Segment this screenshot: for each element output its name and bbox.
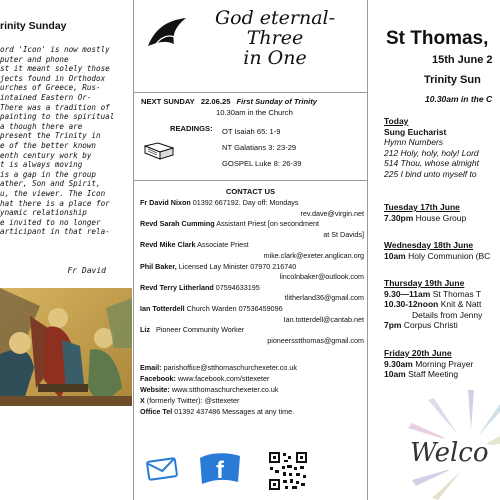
contact-entry bbox=[140, 283, 364, 294]
contact-name: Fr David Nixon bbox=[140, 198, 191, 207]
contact-name: Revd Terry Litherland bbox=[140, 282, 214, 292]
text-line: ather, Son and Spirit, bbox=[0, 179, 101, 189]
reflection-text bbox=[0, 45, 133, 237]
trinity-icon-image bbox=[0, 288, 132, 406]
contact-entry bbox=[140, 262, 364, 273]
text-line: t is always moving bbox=[0, 160, 83, 170]
column-heading: rinity Sunday bbox=[0, 20, 67, 32]
contact-extra[interactable]: pioneersstthomas@gmail.com bbox=[267, 335, 364, 345]
contact-extra[interactable]: mike.clark@exeter.anglican.org bbox=[263, 250, 364, 260]
office-tel bbox=[140, 406, 366, 417]
signature: Fr David bbox=[67, 266, 106, 275]
event-line bbox=[384, 320, 482, 331]
hymn-item: 514 Thou, whose almight bbox=[384, 158, 479, 168]
text-line: present the Trinity in bbox=[0, 131, 101, 141]
reading-item: OT Isaiah 65: 1-9 bbox=[222, 127, 281, 136]
contact-name: Ian Totterdell bbox=[140, 303, 185, 313]
event-text: Morning Prayer bbox=[415, 358, 474, 369]
day-heading: Wednesday 18th June bbox=[384, 240, 474, 250]
hymn-item: 212 Holy, holy, holy! Lord bbox=[384, 147, 479, 158]
contact-detail: Assistant Priest [on secondment bbox=[216, 219, 319, 229]
text-line: There was a tradition of bbox=[0, 102, 110, 112]
schedule-day bbox=[384, 202, 466, 223]
event-line bbox=[384, 310, 482, 321]
welcome-graphic bbox=[408, 390, 500, 500]
text-line: ynamic relationship bbox=[0, 208, 87, 218]
day-heading: Thursday 19th June bbox=[384, 278, 465, 288]
service-date: 15th June 2 bbox=[432, 54, 493, 66]
reading-item: NT Galatians 3: 23-29 bbox=[222, 143, 297, 152]
text-line: articipant in that rela- bbox=[0, 227, 110, 237]
next-sunday-subtitle: 10.30am in the Church bbox=[216, 108, 293, 117]
banner-line: God eternal- bbox=[214, 7, 336, 29]
day-heading: Tuesday 17th June bbox=[384, 202, 460, 212]
link-value[interactable]: parishoffice@stthomaschurchexeter.co.uk bbox=[163, 363, 297, 372]
contact-name: Revd Mike Clark bbox=[140, 240, 196, 250]
contact-extra[interactable]: rev.dave@virgin.net bbox=[300, 208, 364, 218]
contact-entry bbox=[140, 325, 364, 336]
middle-column bbox=[134, 0, 367, 500]
event-time: 7pm bbox=[384, 320, 402, 330]
banner-line: in One bbox=[243, 47, 307, 69]
contacts-list bbox=[140, 198, 364, 346]
contact-name: Liz bbox=[140, 325, 150, 335]
contact-name: Revd Sarah Cumming bbox=[140, 219, 215, 229]
event-line bbox=[384, 359, 473, 370]
contact-entry bbox=[140, 240, 364, 251]
email-link[interactable] bbox=[140, 362, 366, 373]
event-time: 10am bbox=[384, 250, 406, 261]
contact-detail: 07594633195 bbox=[215, 282, 260, 292]
event-line bbox=[384, 213, 466, 224]
qr-code-icon[interactable] bbox=[268, 451, 308, 496]
website-link[interactable] bbox=[140, 384, 366, 395]
schedule-day bbox=[384, 348, 473, 380]
event-line bbox=[384, 251, 490, 262]
next-sunday-title: First Sunday of Trinity bbox=[236, 97, 317, 106]
contact-extra[interactable]: Ian.totterdell@cantab.net bbox=[283, 314, 364, 324]
link-label: Website: bbox=[140, 385, 170, 394]
event-text: Corpus Christi bbox=[403, 320, 458, 330]
link-value[interactable]: www.stthomaschurchexeter.co.uk bbox=[171, 385, 279, 394]
day-heading: Friday 20th June bbox=[384, 348, 452, 358]
section-divider bbox=[134, 180, 367, 181]
text-line: hat there is a place for bbox=[0, 198, 110, 208]
contact-entry bbox=[140, 198, 364, 209]
links-list bbox=[140, 362, 366, 417]
event-text: Details from Jenny bbox=[412, 309, 483, 320]
contact-detail: Church Warden 07536459096 bbox=[186, 303, 283, 313]
contact-detail: Licensed Lay Minister 07970 216740 bbox=[178, 261, 297, 271]
event-time: 9.30am bbox=[384, 358, 413, 369]
readings-label: READINGS: bbox=[170, 124, 213, 133]
event-time: 7.30pm bbox=[384, 212, 414, 223]
event-time: 10.30-12noon bbox=[384, 299, 439, 309]
event-text: House Group bbox=[415, 212, 467, 223]
x-link[interactable] bbox=[140, 395, 366, 406]
dove-icon bbox=[146, 16, 188, 57]
next-sunday-label: NEXT SUNDAY bbox=[141, 97, 195, 106]
link-label: Facebook: bbox=[140, 374, 176, 383]
text-line: urches of Greece, Rus- bbox=[0, 83, 101, 93]
event-text: Holy Communion (BC bbox=[408, 250, 491, 261]
event-text: St Thomas T bbox=[432, 288, 482, 299]
text-line: ord 'Icon' is now mostly bbox=[0, 45, 110, 54]
today-service: Sung Eucharist bbox=[384, 126, 447, 137]
next-sunday-date: 22.06.25 bbox=[200, 97, 231, 106]
left-column bbox=[0, 0, 133, 500]
service-subtitle: Trinity Sun bbox=[424, 74, 481, 86]
contact-extra[interactable]: lincolnbaker@outlook.com bbox=[279, 272, 364, 282]
contact-extra: at St Davids] bbox=[323, 229, 364, 239]
contact-detail: 01392 667192. Day off: Mondays bbox=[192, 198, 299, 207]
contact-detail: Pioneer Community Worker bbox=[155, 325, 245, 335]
welcome-text: Welco bbox=[410, 438, 489, 468]
readings-list bbox=[222, 124, 302, 172]
facebook-link[interactable] bbox=[140, 373, 366, 384]
text-line: e of the better known bbox=[0, 140, 97, 150]
event-text: Staff Meeting bbox=[408, 369, 459, 379]
contact-entry bbox=[140, 304, 364, 315]
contact-name: Phil Baker, bbox=[140, 261, 177, 271]
facebook-icon[interactable] bbox=[196, 450, 244, 491]
event-time: 9.30—11am bbox=[384, 288, 431, 299]
reading-item: GOSPEL Luke 8: 26-39 bbox=[222, 159, 302, 168]
text-line: enth century work by bbox=[0, 150, 92, 160]
svg-text:f: f bbox=[216, 457, 224, 484]
text-line: e invited to no longer bbox=[0, 217, 101, 227]
link-label: Office Tel bbox=[140, 407, 173, 416]
text-line: intained Eastern Or- bbox=[0, 92, 92, 102]
event-text: Knit & Natt bbox=[440, 299, 482, 309]
link-value: 01392 437486 Messages at any time. bbox=[174, 407, 295, 416]
contact-entry bbox=[140, 219, 364, 230]
event-line bbox=[384, 289, 482, 300]
text-line: jects found in Orthodox bbox=[0, 73, 106, 83]
hymn-item: 225 I bind unto myself to bbox=[384, 168, 477, 179]
text-line: u, the viewer. The Icon bbox=[0, 188, 106, 198]
text-line: is a gap in the group bbox=[0, 169, 97, 179]
section-divider bbox=[134, 92, 367, 93]
link-value[interactable]: (formerly Twitter): @sttexeter bbox=[146, 396, 240, 405]
today-label: Today bbox=[384, 116, 409, 126]
text-line: a though there are bbox=[0, 121, 83, 131]
contacts-title: CONTACT US bbox=[225, 187, 276, 196]
contact-detail: Associate Priest bbox=[197, 240, 249, 250]
email-icon[interactable] bbox=[146, 456, 182, 487]
today-section bbox=[384, 116, 479, 179]
banner-line: Three bbox=[246, 27, 304, 49]
event-line bbox=[384, 299, 482, 310]
link-value[interactable]: www.facebook.com/sttexeter bbox=[177, 374, 270, 383]
link-label: Email: bbox=[140, 363, 162, 372]
event-time: 10am bbox=[384, 369, 406, 379]
hymns-label: Hymn Numbers bbox=[384, 137, 444, 147]
schedule-day bbox=[384, 278, 482, 331]
service-time: 10.30am in the C bbox=[425, 94, 493, 104]
text-line: st it meant solely those bbox=[0, 64, 110, 74]
banner-title bbox=[190, 8, 360, 68]
text-line: puter and phone bbox=[0, 54, 69, 64]
text-line: painting to the spiritual bbox=[0, 112, 115, 122]
church-title: St Thomas, bbox=[386, 28, 489, 49]
right-column bbox=[368, 0, 500, 500]
schedule-day bbox=[384, 240, 490, 261]
banner bbox=[146, 8, 356, 84]
event-line bbox=[384, 369, 473, 380]
next-sunday bbox=[141, 97, 317, 106]
bible-icon bbox=[144, 140, 174, 167]
link-label: X bbox=[140, 396, 145, 405]
contact-extra[interactable]: tlitherland36@gmail.com bbox=[284, 293, 364, 303]
